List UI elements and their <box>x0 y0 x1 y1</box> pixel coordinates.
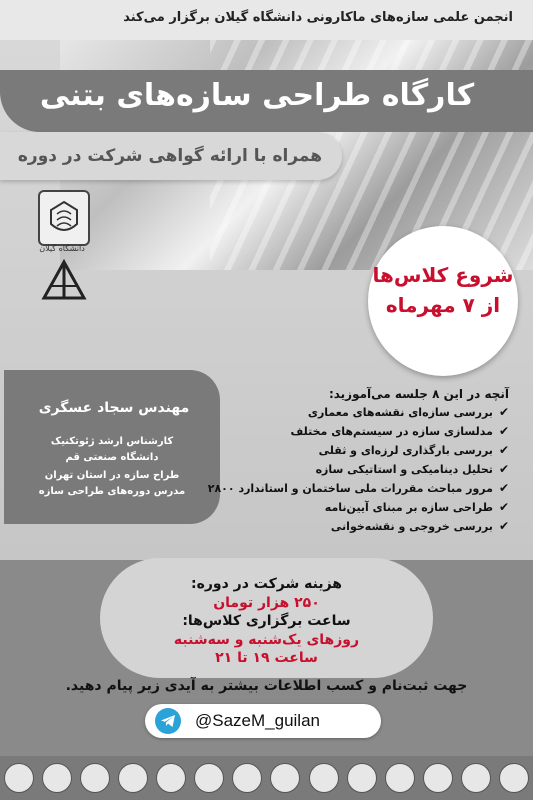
topic-item <box>199 462 509 476</box>
topic-item <box>199 500 509 514</box>
sponsor-logo-strip <box>0 756 533 800</box>
sponsor-logo <box>156 763 186 793</box>
topic-label: مدلسازی سازه در سیستم‌های مختلف <box>290 424 493 438</box>
instructor-credential: دانشگاه صنعتی قم <box>65 452 159 463</box>
sponsor-logo <box>80 763 110 793</box>
start-date-line2: از ۷ مهرماه <box>385 293 501 317</box>
schedule-hours: ساعت ۱۹ تا ۲۱ <box>215 650 318 666</box>
sponsor-logo <box>347 763 377 793</box>
telegram-handle[interactable]: @SazeM_guilan <box>195 711 320 730</box>
check-icon: ✔ <box>498 424 509 438</box>
call-to-action: جهت ثبت‌نام و کسب اطلاعات بیشتر به آیدی زیر پیام دهید. <box>65 678 468 694</box>
topic-item <box>199 443 509 457</box>
check-icon: ✔ <box>498 462 509 476</box>
page-title: کارگاه طراحی سازه‌های بتنی <box>39 78 475 113</box>
topic-label: مرور مباحث مقررات ملی ساختمان و استاندارد ۲۸۰۰ <box>207 481 493 495</box>
schedule-heading: ساعت برگزاری کلاس‌ها: <box>182 613 351 629</box>
instructor-credential: مدرس دوره‌های طراحی سازه <box>38 486 186 497</box>
check-icon: ✔ <box>498 500 509 514</box>
sponsor-logo <box>499 763 529 793</box>
topic-item <box>199 405 509 419</box>
topic-label: بررسی سازه‌ای نقشه‌های معماری <box>307 405 493 419</box>
telegram-icon <box>155 708 181 734</box>
instructor-panel <box>4 370 220 524</box>
topics-heading: آنچه در این ۸ جلسه می‌آموزید: <box>328 387 509 401</box>
fee-value: ۲۵۰ هزار تومان <box>213 595 320 611</box>
topic-label: بررسی بارگذاری لرزه‌ای و ثقلی <box>318 443 493 457</box>
instructor-credential: طراح سازه در استان تهران <box>44 470 180 481</box>
check-icon: ✔ <box>498 443 509 457</box>
sponsor-logo <box>232 763 262 793</box>
organizer-text: انجمن علمی سازه‌های ماکارونی دانشگاه گیلان برگزار می‌کند <box>123 10 513 25</box>
university-emblem-icon <box>45 198 83 238</box>
sponsor-logo <box>461 763 491 793</box>
sponsor-logo <box>4 763 34 793</box>
topic-label: طراحی سازه بر مبنای آیین‌نامه <box>324 500 493 514</box>
check-icon: ✔ <box>498 481 509 495</box>
topic-label: بررسی خروجی و نقشه‌خوانی <box>330 519 493 533</box>
instructor-name: مهندس سجاد عسگری <box>38 400 190 416</box>
fee-heading: هزینه شرکت در دوره: <box>191 576 342 592</box>
association-emblem-icon <box>40 258 88 306</box>
page-subtitle: همراه با ارائه گواهی شرکت در دوره <box>17 146 323 166</box>
university-logo-label: دانشگاه گیلان <box>39 244 85 253</box>
topic-item <box>199 424 509 438</box>
sponsor-logo <box>42 763 72 793</box>
sponsor-logo <box>194 763 224 793</box>
instructor-credential: کارشناس ارشد ژئوتکنیک <box>50 436 174 447</box>
sponsor-logo <box>385 763 415 793</box>
sponsor-logo <box>423 763 453 793</box>
sponsor-logo <box>309 763 339 793</box>
check-icon: ✔ <box>498 519 509 533</box>
topic-item <box>199 481 509 495</box>
association-logo <box>40 258 88 306</box>
topic-item <box>199 519 509 533</box>
sponsor-logo <box>270 763 300 793</box>
sponsor-logo <box>118 763 148 793</box>
start-date-line1: شروع کلاس‌ها <box>372 263 514 287</box>
university-logo <box>38 190 90 246</box>
telegram-contact[interactable] <box>145 704 381 738</box>
topic-label: تحلیل دینامیکی و استاتیکی سازه <box>315 462 493 476</box>
check-icon: ✔ <box>498 405 509 419</box>
schedule-days: روزهای یک‌شنبه و سه‌شنبه <box>173 632 360 648</box>
